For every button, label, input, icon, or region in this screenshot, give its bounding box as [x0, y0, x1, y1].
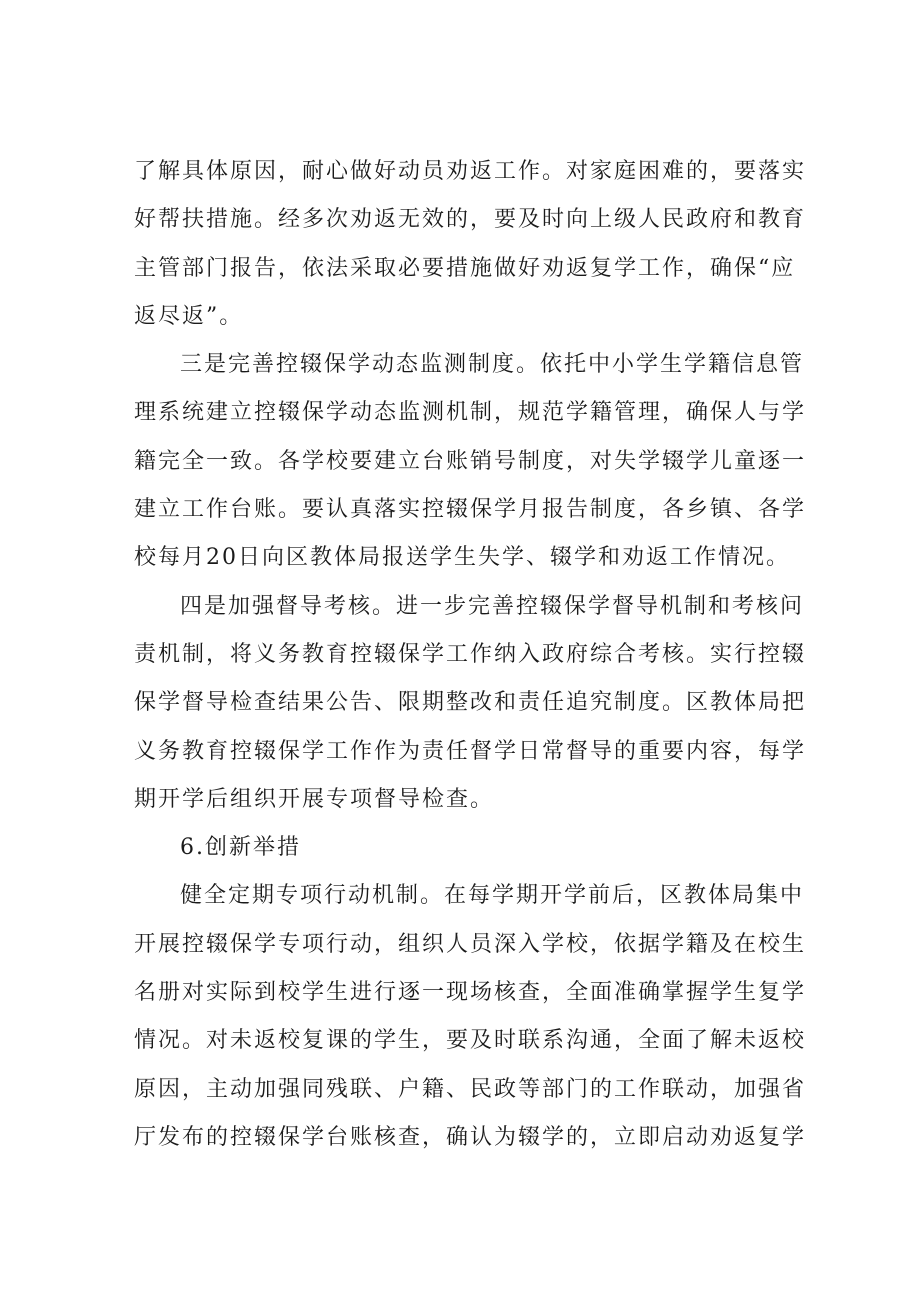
text-line: 三是完善控辍保学动态监测制度。依托中小学生学籍信息管 — [180, 352, 805, 378]
text-line: 四是加强督导考核。进一步完善控辍保学督导机制和考核问 — [180, 593, 805, 619]
text-line: 返尽返”。 — [134, 303, 244, 329]
paragraph-p3 — [134, 583, 807, 824]
text-line: 开展控辍保学专项行动，组织人员深入学校，依据学籍及在校生 — [134, 931, 807, 957]
text-line: 理系统建立控辍保学动态监测机制，规范学籍管理，确保人与学 — [134, 400, 807, 426]
document-body — [134, 148, 807, 1162]
text-line: 健全定期专项行动机制。在每学期开学前后，区教体局集中 — [180, 883, 805, 909]
text-line: 主管部门报告，依法采取必要措施做好劝返复学工作，确保“应 — [134, 255, 796, 281]
text-line: 好帮扶措施。经多次劝返无效的，要及时向上级人民政府和教育 — [134, 207, 807, 233]
paragraph-p2 — [134, 341, 807, 582]
text-line: 保学督导检查结果公告、限期整改和责任追究制度。区教体局把 — [134, 690, 807, 716]
paragraph-p4 — [134, 824, 786, 872]
text-line: 情况。对未返校复课的学生，要及时联系沟通，全面了解未返校 — [134, 1028, 807, 1054]
text-line: 籍完全一致。各学校要建立台账销号制度，对失学辍学儿童逐一 — [134, 448, 807, 474]
text-line: 厅发布的控辍保学台账核查，确认为辍学的，立即启动劝返复学 — [134, 1124, 807, 1150]
text-line: 原因，主动加强同残联、户籍、民政等部门的工作联动，加强省 — [134, 1076, 807, 1102]
paragraph-p1 — [134, 148, 807, 341]
text-line: 建立工作台账。要认真落实控辍保学月报告制度，各乡镇、各学 — [134, 497, 807, 523]
text-line: 了解具体原因，耐心做好动员劝返工作。对家庭困难的，要落实 — [134, 159, 807, 184]
text-line: 义务教育控辍保学工作作为责任督学日常督导的重要内容，每学 — [134, 738, 807, 764]
paragraph-p5 — [134, 872, 807, 1162]
text-line: 校每月20日向区教体局报送学生失学、辍学和劝返工作情况。 — [134, 545, 790, 571]
text-line: 责机制，将义务教育控辍保学工作纳入政府综合考核。实行控辍 — [134, 641, 807, 667]
text-line: 名册对实际到校学生进行逐一现场核查，全面准确掌握学生复学 — [134, 980, 807, 1006]
text-line: 期开学后组织开展专项督导检查。 — [134, 786, 495, 812]
text-line: 6.创新举措 — [180, 835, 301, 861]
